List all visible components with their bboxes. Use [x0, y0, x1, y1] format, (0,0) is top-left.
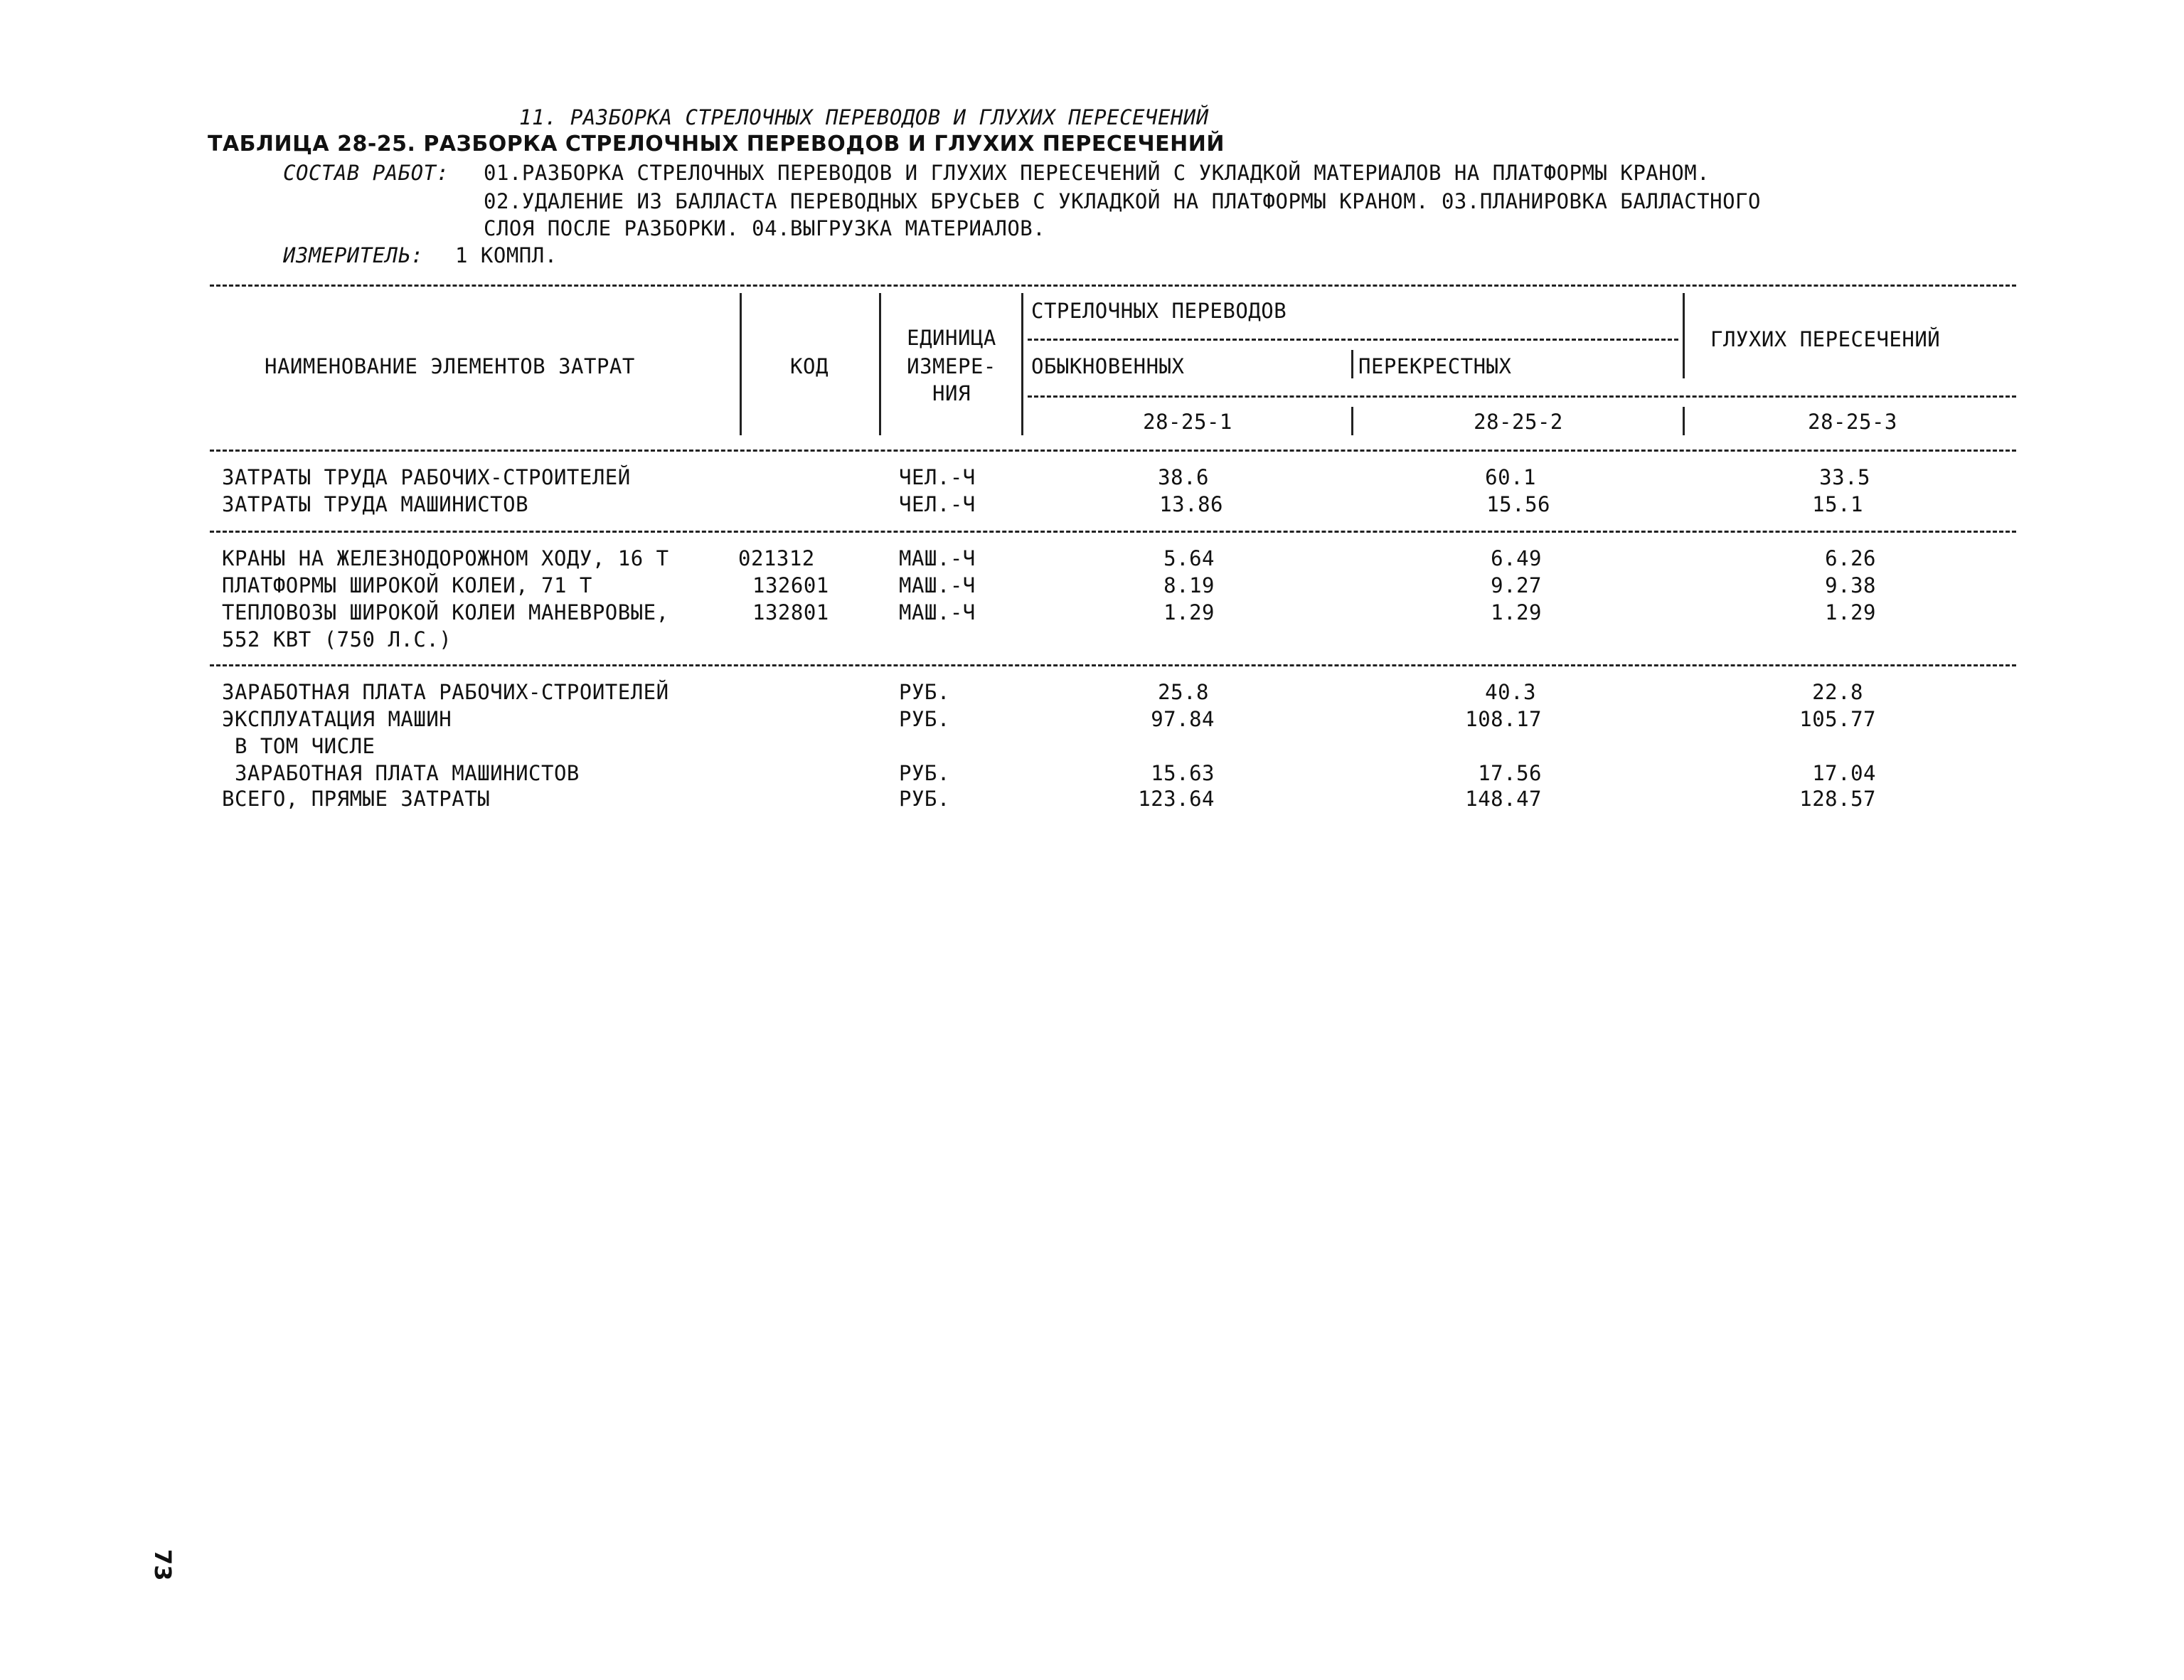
- row-unit: РУБ.: [899, 707, 950, 731]
- row-value-1: 13.86: [1159, 492, 1223, 516]
- row-value-2: 108.17: [1465, 707, 1542, 731]
- row-value-3: 33.5: [1819, 465, 1870, 489]
- row-unit: МАШ.-Ч: [899, 600, 976, 624]
- meter-value: 1 КОМПЛ.: [455, 243, 558, 267]
- row-name: 552 КВТ (750 Л.С.): [222, 627, 452, 652]
- header-rule-codes: [1028, 395, 2016, 398]
- header-separator: [1351, 350, 1353, 378]
- header-bottom-rule: [210, 450, 2016, 452]
- work-label: СОСТАВ РАБОТ:: [283, 161, 449, 185]
- row-value-2: 6.49: [1491, 546, 1542, 570]
- row-value-2: 40.3: [1485, 680, 1536, 704]
- row-unit: РУБ.: [899, 787, 950, 811]
- row-value-3: 15.1: [1812, 492, 1863, 516]
- table-top-rule: [210, 285, 2016, 287]
- row-value-1: 123.64: [1138, 787, 1215, 811]
- row-name: ЗАРАБОТНАЯ ПЛАТА РАБОЧИХ-СТРОИТЕЛЕЙ: [222, 680, 669, 704]
- group-rule: [210, 531, 2016, 533]
- work-line-3: СЛОЯ ПОСЛЕ РАЗБОРКИ. 04.ВЫГРУЗКА МАТЕРИАЛОВ.: [484, 216, 1046, 240]
- column-header-cross: ПЕРЕКРЕСТНЫХ: [1358, 354, 1512, 378]
- header-rule-switches: [1028, 339, 1678, 341]
- column-code-1: 28-25-1: [1143, 410, 1232, 434]
- meter-label: ИЗМЕРИТЕЛЬ:: [283, 243, 424, 267]
- column-header-name: НАИМЕНОВАНИЕ ЭЛЕМЕНТОВ ЗАТРАТ: [265, 354, 635, 378]
- row-name: ЭКСПЛУАТАЦИЯ МАШИН: [222, 707, 452, 731]
- table-title: ТАБЛИЦА 28-25. РАЗБОРКА СТРЕЛОЧНЫХ ПЕРЕВОДОВ И ГЛУХИХ ПЕРЕСЕЧЕНИЙ: [208, 132, 1225, 156]
- row-value-2: 9.27: [1491, 573, 1542, 597]
- row-value-3: 1.29: [1825, 600, 1876, 624]
- row-value-1: 25.8: [1158, 680, 1209, 704]
- row-value-1: 15.63: [1151, 761, 1215, 785]
- column-header-unit-1: ЕДИНИЦА: [907, 326, 996, 350]
- row-unit: ЧЕЛ.-Ч: [899, 492, 976, 516]
- column-header-code: КОД: [790, 354, 829, 378]
- column-code-3: 28-25-3: [1808, 410, 1897, 434]
- header-separator: [879, 293, 881, 435]
- row-value-2: 60.1: [1485, 465, 1536, 489]
- row-value-1: 1.29: [1163, 600, 1215, 624]
- work-line-1: 01.РАЗБОРКА СТРЕЛОЧНЫХ ПЕРЕВОДОВ И ГЛУХИХ ПЕРЕСЕЧЕНИЙ С УКЛАДКОЙ МАТЕРИАЛОВ НА ПЛАТФОРМЫ КРАНОМ.: [484, 161, 1710, 185]
- row-unit: ЧЕЛ.-Ч: [899, 465, 976, 489]
- header-separator: [1683, 407, 1685, 435]
- row-name: В ТОМ ЧИСЛЕ: [222, 734, 375, 758]
- group-rule: [210, 664, 2016, 666]
- row-unit: МАШ.-Ч: [899, 573, 976, 597]
- row-value-3: 6.26: [1825, 546, 1876, 570]
- row-name: ЗАТРАТЫ ТРУДА РАБОЧИХ-СТРОИТЕЛЕЙ: [222, 465, 631, 489]
- row-name: ВСЕГО, ПРЯМЫЕ ЗАТРАТЫ: [222, 787, 491, 811]
- row-code: 132601: [752, 573, 829, 597]
- row-value-1: 5.64: [1163, 546, 1215, 570]
- row-code: 021312: [738, 546, 815, 570]
- row-unit: МАШ.-Ч: [899, 546, 976, 570]
- row-value-2: 15.56: [1486, 492, 1550, 516]
- column-header-switches: СТРЕЛОЧНЫХ ПЕРЕВОДОВ: [1031, 299, 1287, 323]
- row-value-3: 9.38: [1825, 573, 1876, 597]
- row-value-3: 128.57: [1799, 787, 1876, 811]
- work-line-2: 02.УДАЛЕНИЕ ИЗ БАЛЛАСТА ПЕРЕВОДНЫХ БРУСЬЕВ С УКЛАДКОЙ НА ПЛАТФОРМЫ КРАНОМ. 03.ПЛАНИРОВКА БАЛЛАСТНОГО: [484, 189, 1761, 213]
- row-value-1: 38.6: [1158, 465, 1209, 489]
- page-number: 73: [149, 1549, 176, 1581]
- header-separator: [1683, 293, 1685, 378]
- column-code-2: 28-25-2: [1474, 410, 1563, 434]
- row-unit: РУБ.: [899, 761, 950, 785]
- row-code: 132801: [752, 600, 829, 624]
- row-name: КРАНЫ НА ЖЕЛЕЗНОДОРОЖНОМ ХОДУ, 16 Т: [222, 546, 669, 570]
- column-header-unit-2: ИЗМЕРЕ-: [907, 354, 996, 378]
- row-name: ЗАТРАТЫ ТРУДА МАШИНИСТОВ: [222, 492, 529, 516]
- column-header-crossings: ГЛУХИХ ПЕРЕСЕЧЕНИЙ: [1710, 327, 1941, 351]
- row-value-3: 17.04: [1812, 761, 1876, 785]
- row-value-3: 22.8: [1812, 680, 1863, 704]
- section-title: 11. РАЗБОРКА СТРЕЛОЧНЫХ ПЕРЕВОДОВ И ГЛУХИХ ПЕРЕСЕЧЕНИЙ: [519, 105, 1209, 129]
- row-value-1: 8.19: [1163, 573, 1215, 597]
- row-value-1: 97.84: [1151, 707, 1215, 731]
- row-value-2: 17.56: [1478, 761, 1542, 785]
- column-header-unit-3: НИЯ: [932, 381, 971, 405]
- row-value-2: 148.47: [1465, 787, 1542, 811]
- row-unit: РУБ.: [899, 680, 950, 704]
- row-value-3: 105.77: [1799, 707, 1876, 731]
- column-header-ordinary: ОБЫКНОВЕННЫХ: [1031, 354, 1185, 378]
- row-value-2: 1.29: [1491, 600, 1542, 624]
- row-name: ЗАРАБОТНАЯ ПЛАТА МАШИНИСТОВ: [222, 761, 580, 785]
- header-separator: [740, 293, 742, 435]
- row-name: ТЕПЛОВОЗЫ ШИРОКОЙ КОЛЕИ МАНЕВРОВЫЕ,: [222, 600, 669, 624]
- header-separator: [1351, 407, 1353, 435]
- row-name: ПЛАТФОРМЫ ШИРОКОЙ КОЛЕИ, 71 Т: [222, 573, 592, 597]
- header-separator: [1021, 293, 1023, 435]
